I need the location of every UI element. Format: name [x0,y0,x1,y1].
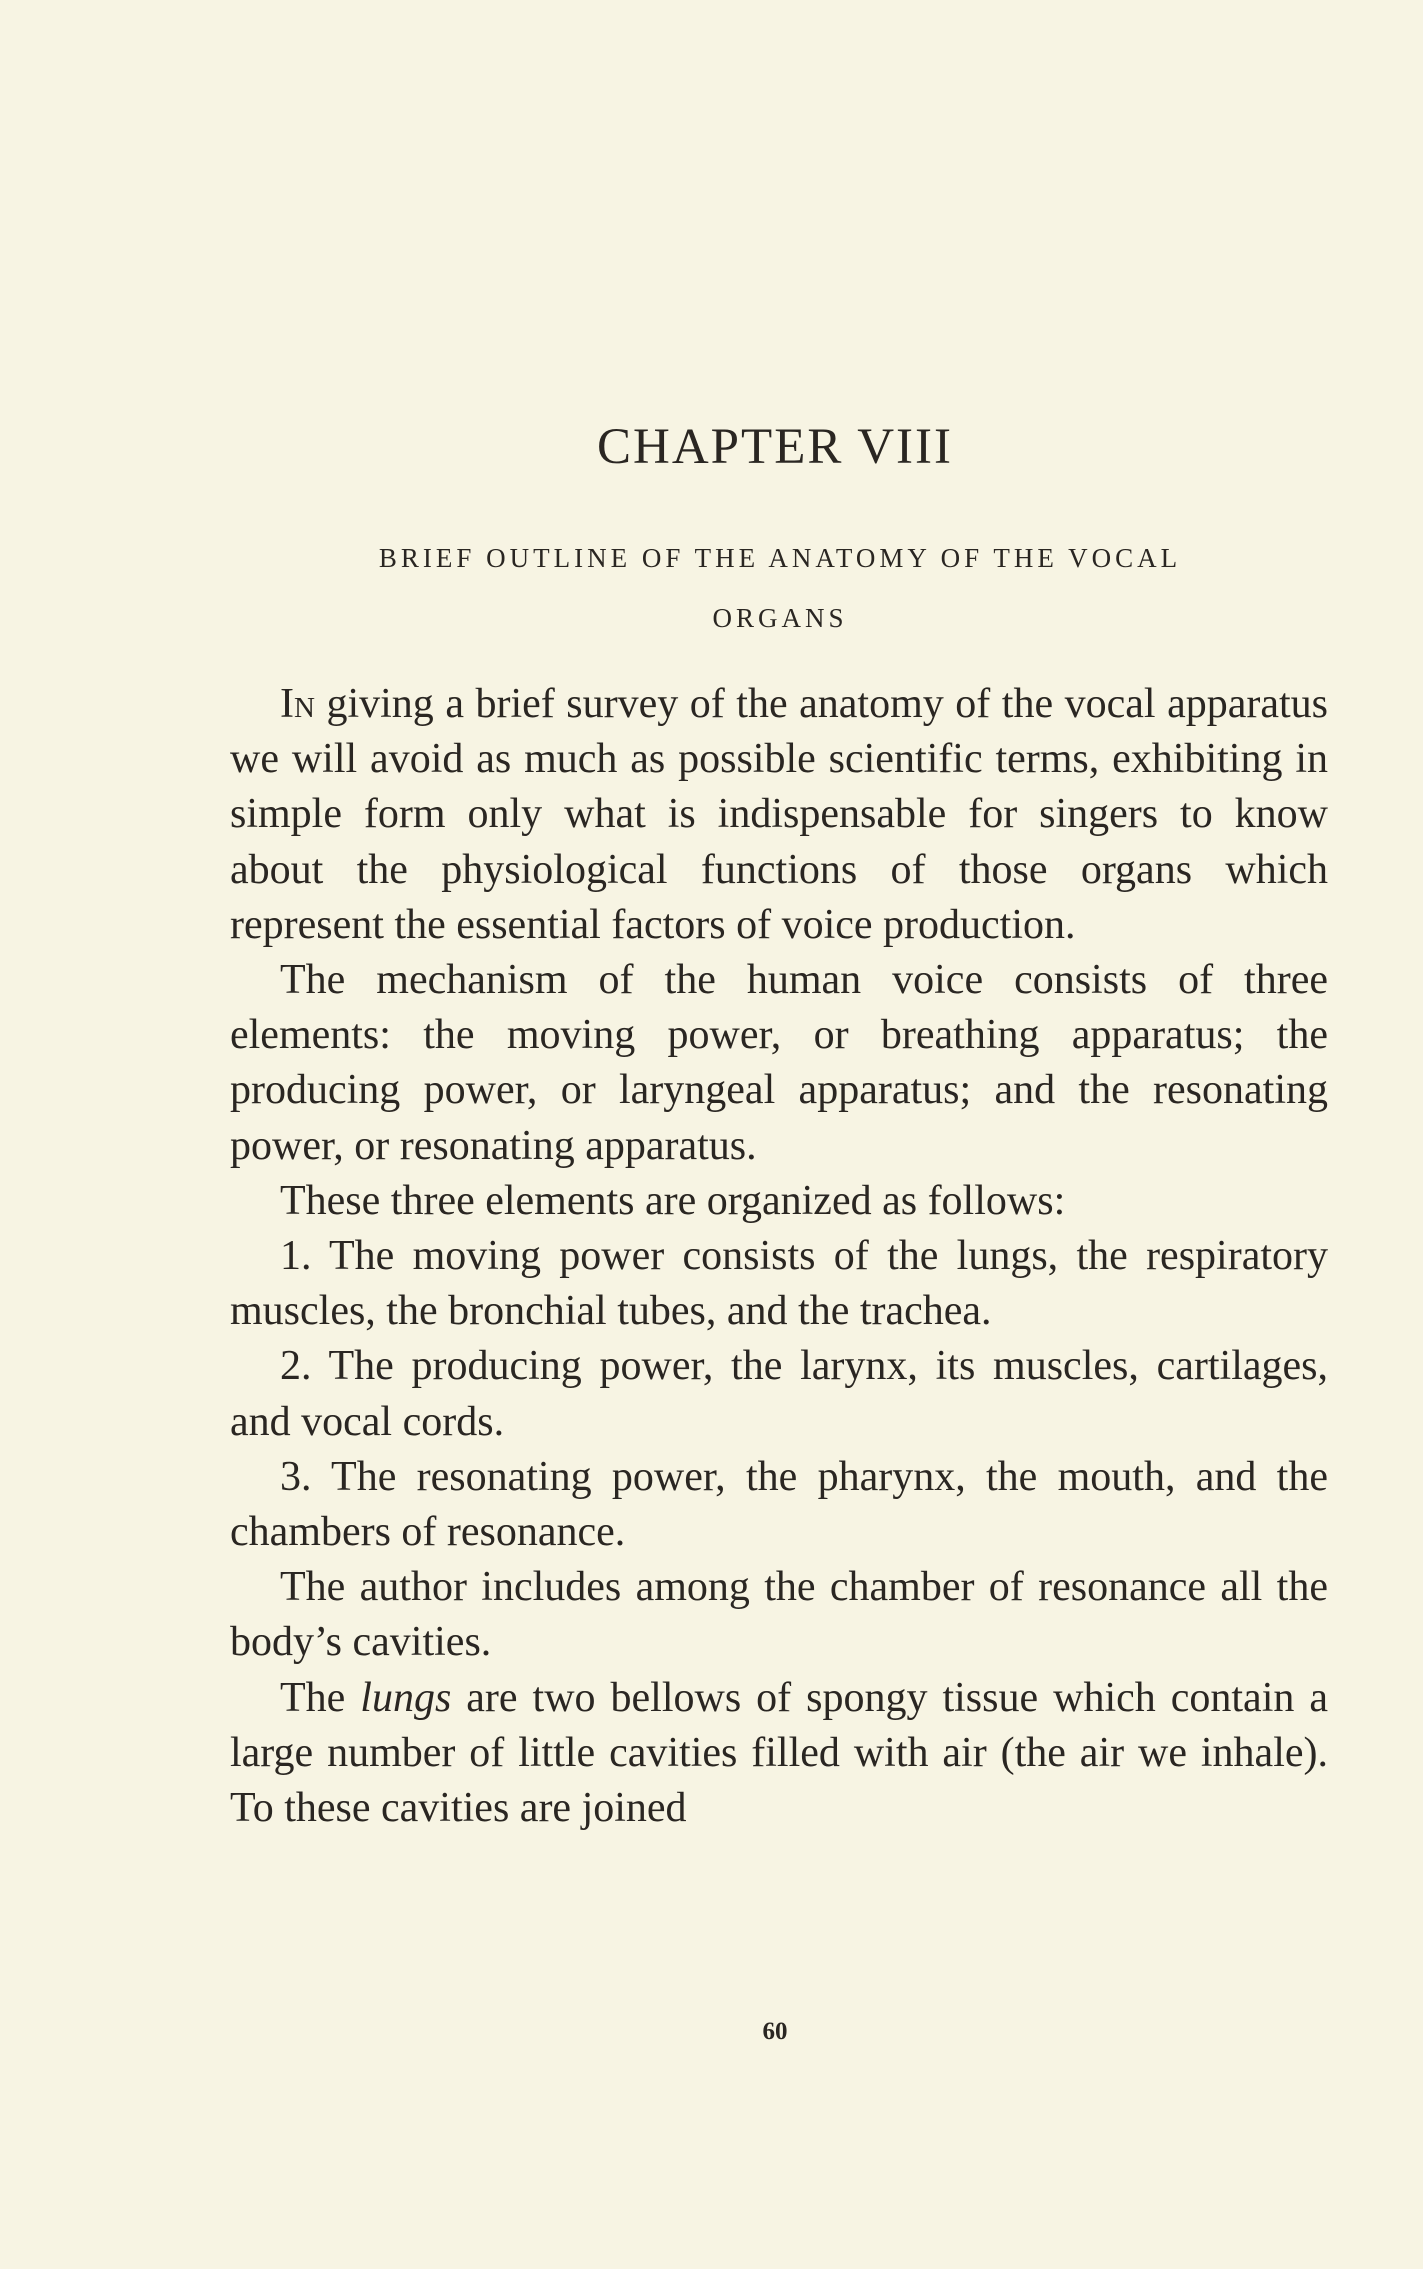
paragraph-author-note: The author includes among the chamber of resonance all the body’s cavities. [230,1564,1328,1666]
chapter-title: CHAPTER VIII [597,419,953,475]
paragraph-intro [230,677,1328,953]
paragraph-mechanism: The mechanism of the human voice consists of three elements: the moving power, or breathing apparatus; the producing power, or laryngeal apparatus; and the resonating power, or resonating apparatus. [230,957,1328,1169]
page-number: 60 [762,2018,788,2045]
paragraph-lungs-italic: lungs [360,1674,452,1721]
chapter-body [230,677,1328,1836]
list-item-producing-power: 2. The producing power, the larynx, its muscles, cartilages, and vocal cords. [230,1343,1328,1445]
paragraph-intro-text: giving a brief survey of the anatomy of the vocal apparatus we will avoid as much as possible scientific terms, exhibiting in simple form only what is indispensable for singers to know about the physiological functions of those organs which represent the essential factors of voice production. [230,681,1328,948]
list-item-moving-power: 1. The moving power consists of the lungs, the respiratory muscles, the bronchial tubes, and the trachea. [230,1233,1328,1335]
paragraph-lungs-text: are two bellows of spongy tissue which contain a large number of little cavities filled with air (the air we inhale). To these cavities are joined [230,1674,1328,1832]
paragraph-elements-intro: These three elements are organized as follows: [280,1177,1066,1224]
chapter-subtitle-line-2: ORGANS [712,603,848,633]
list-item-resonating-power: 3. The resonating power, the pharynx, the mouth, and the chambers of resonance. [230,1453,1328,1556]
paragraph-lungs [230,1671,1328,1837]
paragraph-lungs-start: The [280,1674,361,1721]
chapter-subtitle [230,528,1330,648]
paragraph-intro-lead: In [280,681,315,727]
chapter-subtitle-line-1: BRIEF OUTLINE OF THE ANATOMY OF THE VOCAL [378,543,1182,573]
